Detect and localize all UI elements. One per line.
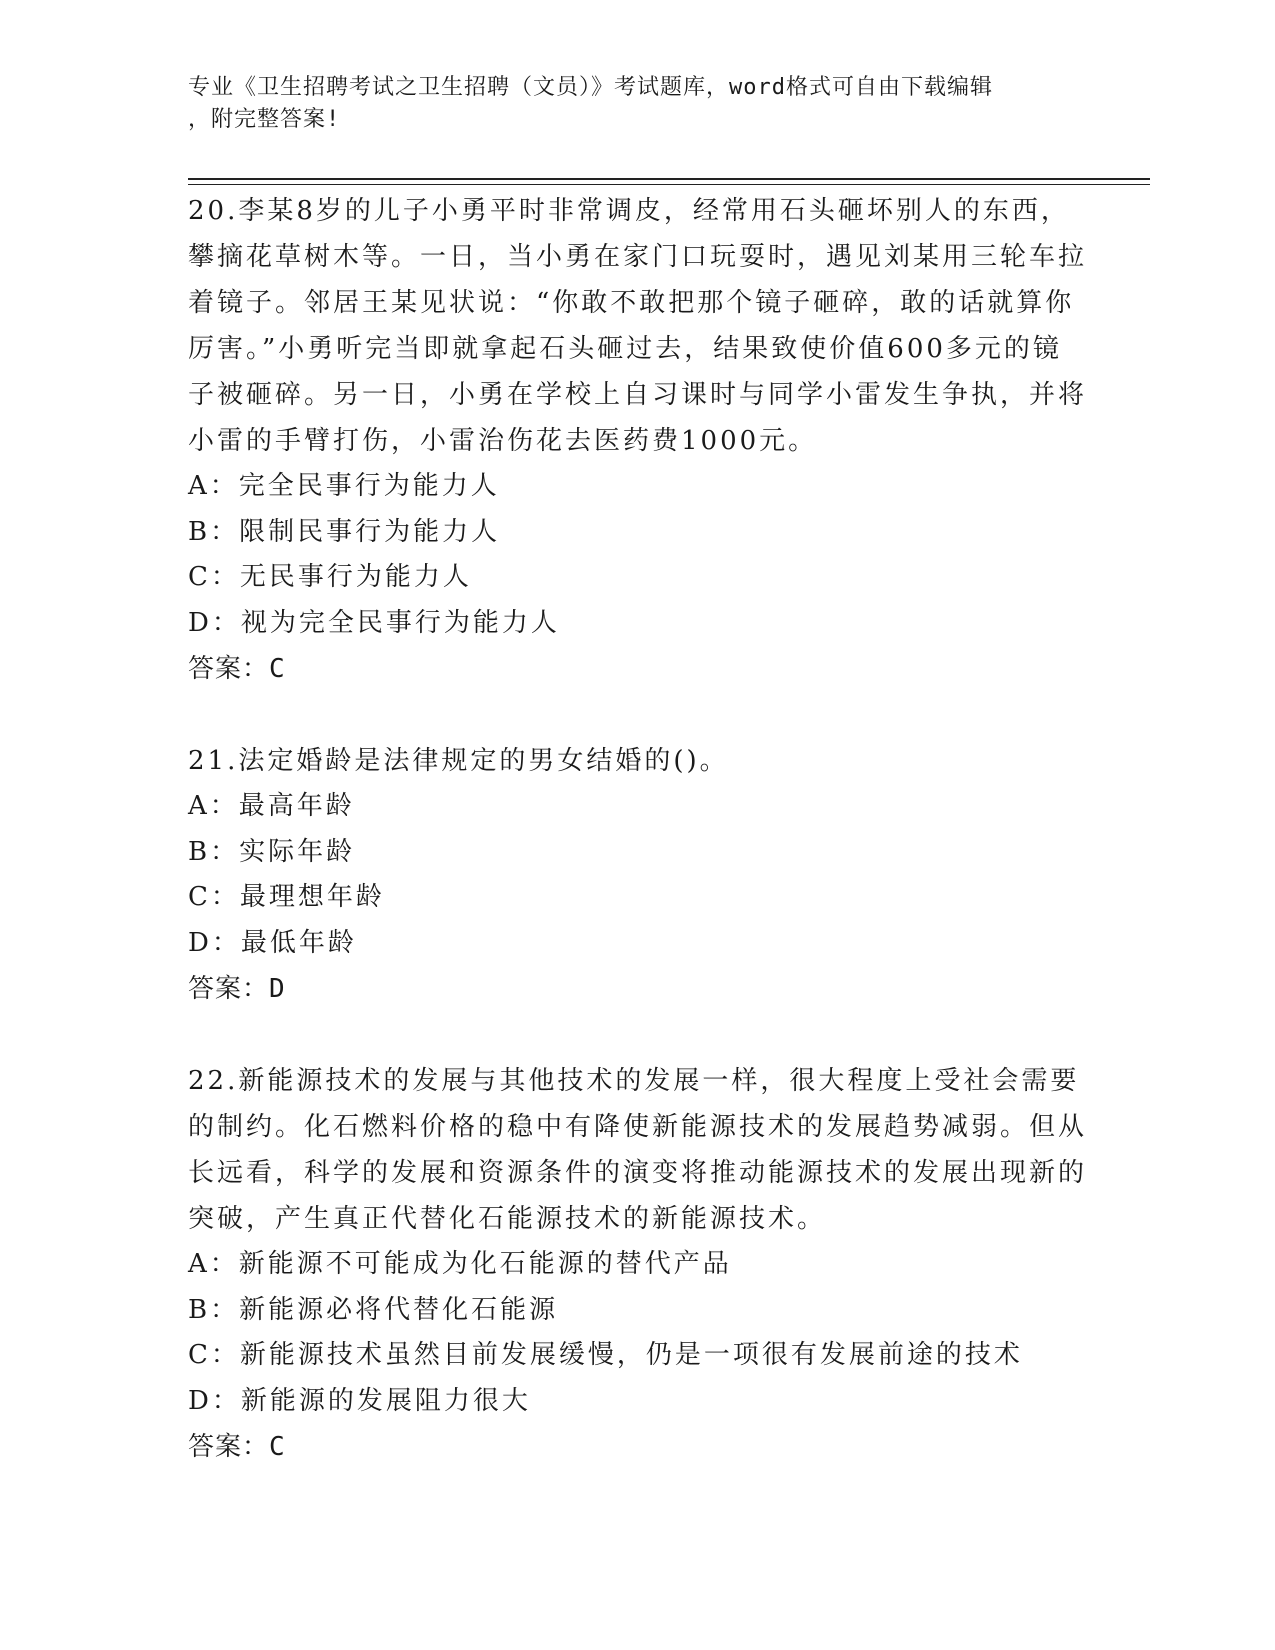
question-stem: 20.李某8岁的儿子小勇平时非常调皮，经常用石头砸坏别人的东西，攀摘花草树木等。一日，当小勇在家门口玩耍时，遇见刘某用三轮车拉着镜子。邻居王某见状说：“你敢不敢把那个镜子砸碎，敢的话就算你厉害。”小勇听完当即就拿起石头砸过去，结果致使价值600多元的镜子被砸碎。另一日，小勇在学校上自习课时与同学小雷发生争执，并将小雷的手臂打伤，小雷治伤花去医药费1000元。 [188, 196, 1088, 456]
header-divider [188, 178, 1150, 180]
option-c: C：无民事行为能力人 [188, 562, 472, 592]
option-b: B：限制民事行为能力人 [188, 516, 501, 547]
option-c: C：新能源技术虽然目前发展缓慢，仍是一项很有发展前途的技术 [188, 1340, 1023, 1370]
option-c: C：最理想年龄 [188, 882, 385, 912]
answer-value: D [269, 974, 286, 1004]
option-a: A：最高年龄 [188, 791, 355, 821]
question-stem: 22.新能源技术的发展与其他技术的发展一样，很大程度上受社会需要的制约。化石燃料价格的稳中有降使新能源技术的发展趋势减弱。但从长远看，科学的发展和资源条件的演变将推动能源技术的发展出现新的突破，产生真正代替化石能源技术的新能源技术。 [188, 1066, 1088, 1234]
answer-line [188, 646, 1088, 692]
answer-line [188, 966, 1088, 1012]
document-header [188, 72, 1068, 136]
question-22 [188, 1058, 1088, 1470]
answer-label: 答案： [188, 1432, 270, 1462]
option-d: D：视为完全民事行为能力人 [188, 607, 560, 638]
option-b: B：实际年龄 [188, 836, 356, 867]
answer-value: C [269, 1432, 286, 1462]
option-a: A：新能源不可能成为化石能源的替代产品 [188, 1249, 732, 1279]
option-a: A：完全民事行为能力人 [188, 471, 500, 501]
answer-line [188, 1424, 1088, 1470]
option-d: D：新能源的发展阻力很大 [188, 1385, 531, 1416]
answer-label: 答案： [188, 974, 270, 1004]
question-list [188, 188, 1088, 1516]
header-line-2: ，附完整答案! [188, 107, 341, 132]
answer-value: C [269, 654, 286, 684]
header-line-1: 专业《卫生招聘考试之卫生招聘（文员）》考试题库，word格式可自由下载编辑 [188, 75, 993, 100]
answer-label: 答案： [188, 654, 270, 684]
question-stem: 21.法定婚龄是法律规定的男女结婚的()。 [188, 746, 729, 776]
question-21 [188, 738, 1088, 1012]
option-b: B：新能源必将代替化石能源 [188, 1294, 559, 1325]
option-d: D：最低年龄 [188, 927, 357, 958]
question-20 [188, 188, 1088, 692]
header-divider-thin [188, 184, 1150, 185]
